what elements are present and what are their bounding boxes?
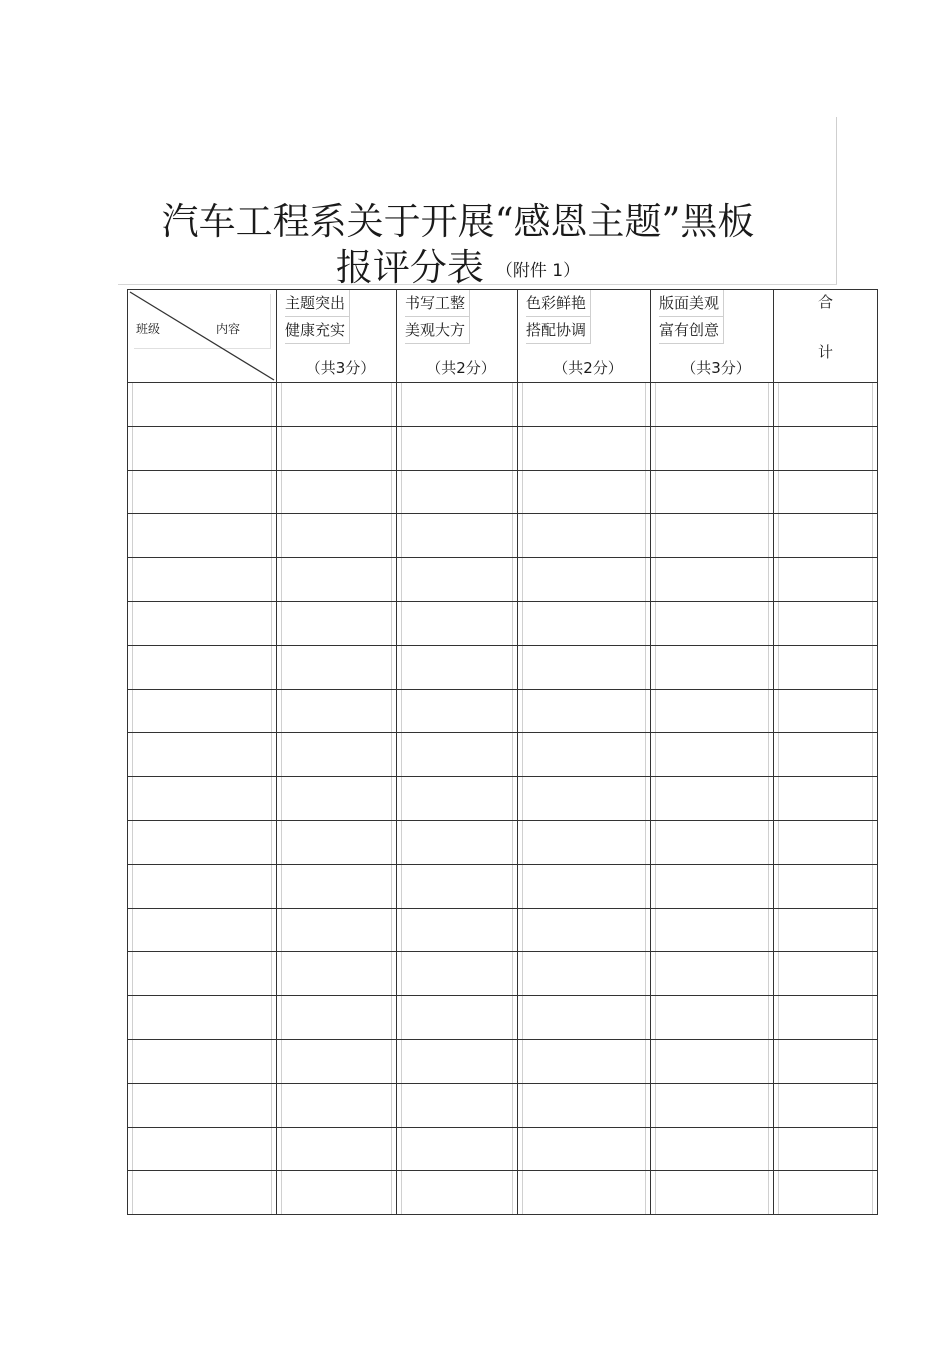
criteria-2-cell[interactable]: [397, 514, 518, 558]
criteria-2-points: （共2分）: [426, 359, 496, 377]
class-cell[interactable]: [128, 820, 277, 864]
criteria-4-line-1: 版面美观: [659, 290, 724, 317]
total-cell[interactable]: [774, 733, 878, 777]
criteria-2-cell[interactable]: [397, 383, 518, 427]
class-cell[interactable]: [128, 383, 277, 427]
criteria-2-cell[interactable]: [397, 996, 518, 1040]
total-cell[interactable]: [774, 1083, 878, 1127]
criteria-4-line-2: 富有创意: [659, 317, 724, 344]
document-title: [118, 196, 798, 297]
criteria-1-cell[interactable]: [277, 689, 397, 733]
criteria-4-cell[interactable]: [651, 383, 774, 427]
class-cell[interactable]: [128, 645, 277, 689]
table-row: [128, 820, 878, 864]
page-margin-line: [836, 117, 837, 285]
class-cell[interactable]: [128, 558, 277, 602]
total-cell[interactable]: [774, 908, 878, 952]
criteria-4-cell[interactable]: [651, 1171, 774, 1215]
criteria-2-cell[interactable]: [397, 1127, 518, 1171]
table-row: [128, 470, 878, 514]
table-row: [128, 426, 878, 470]
criteria-4-cell[interactable]: [651, 820, 774, 864]
corner-class-label: 班级: [136, 322, 161, 336]
total-cell[interactable]: [774, 952, 878, 996]
table-row: [128, 1127, 878, 1171]
criteria-2-cell[interactable]: [397, 601, 518, 645]
criteria-1-cell[interactable]: [277, 864, 397, 908]
total-cell[interactable]: [774, 1039, 878, 1083]
criteria-3-cell[interactable]: [518, 558, 651, 602]
class-cell[interactable]: [128, 689, 277, 733]
criteria-1-cell[interactable]: [277, 1127, 397, 1171]
criteria-3-cell[interactable]: [518, 470, 651, 514]
total-cell[interactable]: [774, 514, 878, 558]
criteria-3-cell[interactable]: [518, 383, 651, 427]
criteria-3-cell[interactable]: [518, 426, 651, 470]
criteria-4-cell[interactable]: [651, 514, 774, 558]
total-cell[interactable]: [774, 383, 878, 427]
criteria-1-cell[interactable]: [277, 514, 397, 558]
criteria-3-cell[interactable]: [518, 733, 651, 777]
criteria-3-points: （共2分）: [553, 359, 623, 377]
criteria-4-cell[interactable]: [651, 1083, 774, 1127]
criteria-3-cell[interactable]: [518, 777, 651, 821]
criteria-3-line-1: 色彩鲜艳: [526, 290, 591, 317]
total-cell[interactable]: [774, 864, 878, 908]
criteria-header-1: [277, 290, 397, 383]
criteria-4-cell[interactable]: [651, 601, 774, 645]
criteria-1-cell[interactable]: [277, 645, 397, 689]
class-cell[interactable]: [128, 1083, 277, 1127]
table-row: [128, 383, 878, 427]
class-cell[interactable]: [128, 514, 277, 558]
criteria-4-cell[interactable]: [651, 426, 774, 470]
criteria-3-cell[interactable]: [518, 514, 651, 558]
total-cell[interactable]: [774, 1171, 878, 1215]
table-row: [128, 777, 878, 821]
criteria-2-cell[interactable]: [397, 733, 518, 777]
class-cell[interactable]: [128, 864, 277, 908]
total-cell[interactable]: [774, 645, 878, 689]
criteria-header-2: [397, 290, 518, 383]
total-cell[interactable]: [774, 426, 878, 470]
criteria-3-line-2: 搭配协调: [526, 317, 591, 344]
criteria-2-cell[interactable]: [397, 1083, 518, 1127]
total-cell[interactable]: [774, 820, 878, 864]
criteria-4-cell[interactable]: [651, 1039, 774, 1083]
criteria-4-cell[interactable]: [651, 558, 774, 602]
criteria-4-cell[interactable]: [651, 470, 774, 514]
table-row: [128, 558, 878, 602]
criteria-4-cell[interactable]: [651, 1127, 774, 1171]
total-cell[interactable]: [774, 1127, 878, 1171]
total-char-1: 合: [817, 293, 833, 311]
class-cell[interactable]: [128, 1039, 277, 1083]
table-row: [128, 601, 878, 645]
class-cell[interactable]: [128, 1127, 277, 1171]
criteria-3-cell[interactable]: [518, 1039, 651, 1083]
table-row: [128, 908, 878, 952]
criteria-1-line-2: 健康充实: [285, 317, 350, 344]
criteria-4-cell[interactable]: [651, 952, 774, 996]
table-row: [128, 645, 878, 689]
class-cell[interactable]: [128, 470, 277, 514]
corner-content-label: 内容: [216, 322, 241, 336]
title-line-2-text: 报评分表: [335, 246, 484, 289]
criteria-3-cell[interactable]: [518, 864, 651, 908]
criteria-1-cell[interactable]: [277, 426, 397, 470]
criteria-3-cell[interactable]: [518, 1083, 651, 1127]
criteria-4-cell[interactable]: [651, 777, 774, 821]
criteria-2-cell[interactable]: [397, 558, 518, 602]
total-cell[interactable]: [774, 470, 878, 514]
table-row: [128, 952, 878, 996]
criteria-4-points: （共3分）: [681, 359, 751, 377]
total-cell[interactable]: [774, 689, 878, 733]
criteria-1-cell[interactable]: [277, 1171, 397, 1215]
criteria-2-cell[interactable]: [397, 952, 518, 996]
criteria-4-cell[interactable]: [651, 689, 774, 733]
criteria-2-cell[interactable]: [397, 777, 518, 821]
table-row: [128, 1083, 878, 1127]
criteria-2-cell[interactable]: [397, 820, 518, 864]
criteria-1-cell[interactable]: [277, 908, 397, 952]
total-cell[interactable]: [774, 558, 878, 602]
criteria-2-cell[interactable]: [397, 1039, 518, 1083]
criteria-2-cell[interactable]: [397, 864, 518, 908]
criteria-4-cell[interactable]: [651, 996, 774, 1040]
criteria-2-cell[interactable]: [397, 470, 518, 514]
criteria-2-cell[interactable]: [397, 1171, 518, 1215]
total-char-2: 计: [817, 343, 833, 361]
total-header: [774, 290, 878, 383]
criteria-1-cell[interactable]: [277, 733, 397, 777]
criteria-2-cell[interactable]: [397, 645, 518, 689]
total-cell[interactable]: [774, 601, 878, 645]
table-row: [128, 1171, 878, 1215]
table-row: [128, 733, 878, 777]
table-row: [128, 864, 878, 908]
criteria-4-cell[interactable]: [651, 733, 774, 777]
criteria-4-cell[interactable]: [651, 864, 774, 908]
criteria-2-cell[interactable]: [397, 689, 518, 733]
class-cell[interactable]: [128, 952, 277, 996]
header-row: [128, 290, 878, 383]
criteria-1-cell[interactable]: [277, 601, 397, 645]
score-table: [127, 289, 878, 1215]
criteria-3-cell[interactable]: [518, 820, 651, 864]
criteria-1-cell[interactable]: [277, 952, 397, 996]
total-cell[interactable]: [774, 777, 878, 821]
criteria-1-cell[interactable]: [277, 1083, 397, 1127]
criteria-3-cell[interactable]: [518, 908, 651, 952]
criteria-4-cell[interactable]: [651, 645, 774, 689]
criteria-2-line-2: 美观大方: [405, 317, 470, 344]
criteria-3-cell[interactable]: [518, 952, 651, 996]
criteria-4-cell[interactable]: [651, 908, 774, 952]
corner-cell: [128, 290, 277, 383]
criteria-2-line-1: 书写工整: [405, 290, 470, 317]
criteria-1-line-1: 主题突出: [285, 290, 350, 317]
table-row: [128, 514, 878, 558]
criteria-3-cell[interactable]: [518, 689, 651, 733]
table-row: [128, 996, 878, 1040]
class-cell[interactable]: [128, 733, 277, 777]
criteria-2-cell[interactable]: [397, 908, 518, 952]
criteria-1-cell[interactable]: [277, 777, 397, 821]
criteria-1-cell[interactable]: [277, 820, 397, 864]
criteria-2-cell[interactable]: [397, 426, 518, 470]
table-row: [128, 1039, 878, 1083]
total-cell[interactable]: [774, 996, 878, 1040]
class-cell[interactable]: [128, 996, 277, 1040]
criteria-1-cell[interactable]: [277, 383, 397, 427]
criteria-1-cell[interactable]: [277, 558, 397, 602]
title-line-1: 汽车工程系关于开展“感恩主题”黑板: [161, 200, 755, 243]
criteria-1-cell[interactable]: [277, 470, 397, 514]
criteria-3-cell[interactable]: [518, 601, 651, 645]
criteria-3-cell[interactable]: [518, 1127, 651, 1171]
criteria-header-3: [518, 290, 651, 383]
class-cell[interactable]: [128, 777, 277, 821]
criteria-3-cell[interactable]: [518, 1171, 651, 1215]
table-row: [128, 689, 878, 733]
class-cell[interactable]: [128, 426, 277, 470]
criteria-header-4: [651, 290, 774, 383]
criteria-3-cell[interactable]: [518, 996, 651, 1040]
class-cell[interactable]: [128, 1171, 277, 1215]
class-cell[interactable]: [128, 601, 277, 645]
attachment-label: （附件 1）: [495, 261, 581, 281]
criteria-1-points: （共3分）: [305, 359, 376, 377]
criteria-3-cell[interactable]: [518, 645, 651, 689]
criteria-1-cell[interactable]: [277, 996, 397, 1040]
class-cell[interactable]: [128, 908, 277, 952]
criteria-1-cell[interactable]: [277, 1039, 397, 1083]
